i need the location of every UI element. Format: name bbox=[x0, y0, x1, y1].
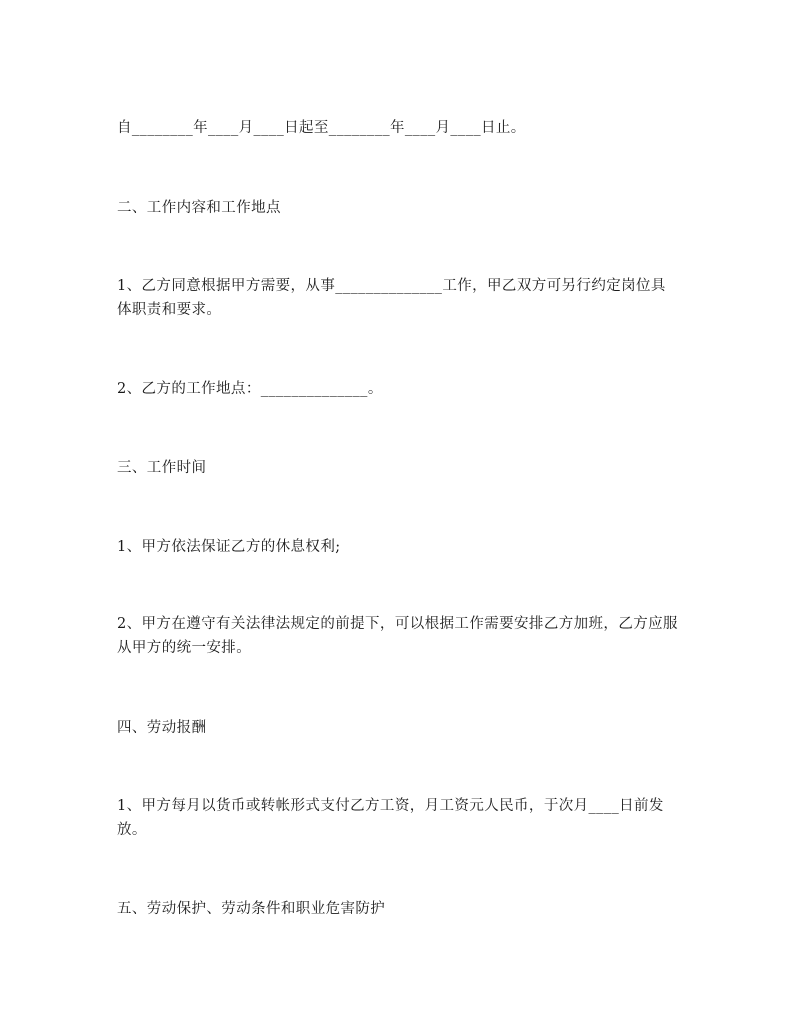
section-2-item-1: 1、乙方同意根据甲方需要，从事______________工作，甲乙双方可另行约定岗位具体职责和要求。 bbox=[117, 278, 666, 318]
section-2-item-2: 2、乙方的工作地点：______________。 bbox=[117, 381, 383, 397]
section-4-heading: 四、劳动报酬 bbox=[117, 720, 207, 736]
section-4-item-1: 1、甲方每月以货币或转帐形式支付乙方工资，月工资元人民币，于次月____日前发放。 bbox=[117, 798, 664, 838]
section-5-heading: 五、劳动保护、劳动条件和职业危害防护 bbox=[117, 901, 386, 917]
section-3-item-2: 2、甲方在遵守有关法律法规定的前提下，可以根据工作需要安排乙方加班，乙方应服从甲方的统一安排。 bbox=[117, 616, 678, 656]
term-period-line: 自________年____月____日起至________年____月____日止。 bbox=[117, 120, 526, 136]
section-3-heading: 三、工作时间 bbox=[117, 460, 207, 476]
section-2-heading: 二、工作内容和工作地点 bbox=[117, 200, 281, 216]
section-3-item-1: 1、甲方依法保证乙方的休息权利; bbox=[117, 539, 341, 555]
